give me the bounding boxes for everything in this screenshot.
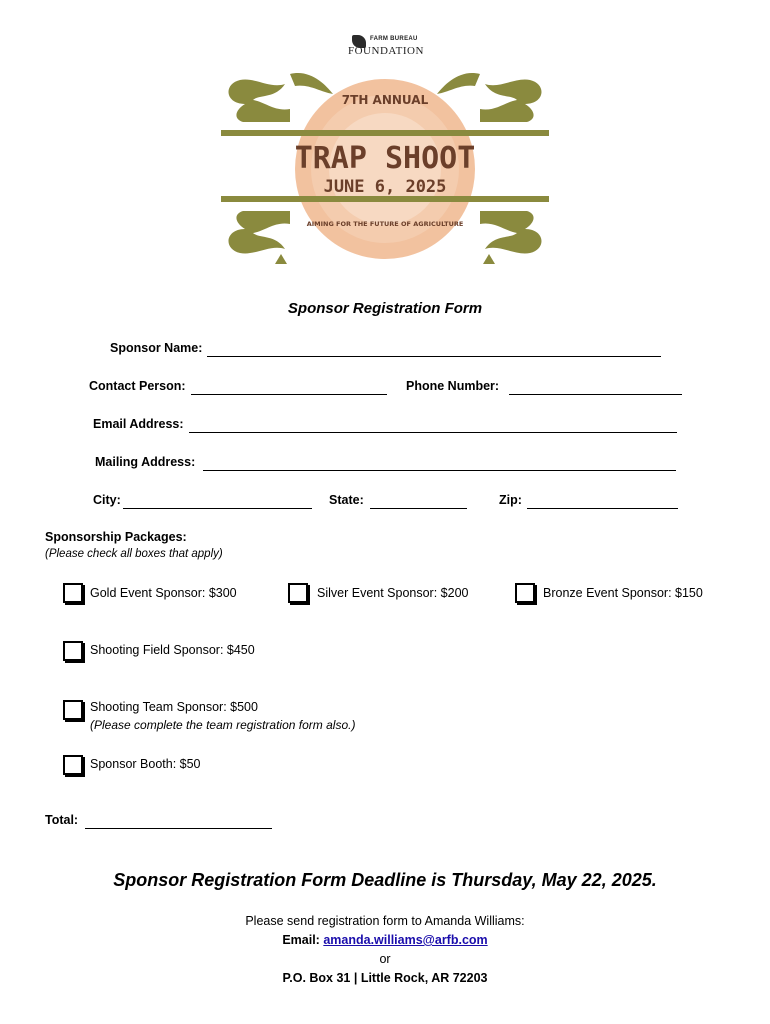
city-field[interactable]: [123, 508, 312, 509]
send-to-text: Please send registration form to Amanda Williams:: [245, 914, 525, 928]
silver-sponsor-checkbox[interactable]: [288, 583, 308, 603]
total-field[interactable]: [85, 828, 272, 829]
mailing-address-label: Mailing Address:: [95, 455, 196, 469]
shooting-field-label: Shooting Field Sponsor: $450: [90, 643, 255, 657]
zip-field[interactable]: [527, 508, 678, 509]
state-field[interactable]: [370, 508, 467, 509]
shooting-team-label: Shooting Team Sponsor: $500: [90, 700, 258, 714]
email-address-field[interactable]: [189, 432, 677, 433]
banner-tagline: AIMING FOR THE FUTURE OF AGRICULTURE: [306, 220, 464, 228]
packages-title: Sponsorship Packages:: [45, 530, 187, 544]
bronze-sponsor-checkbox[interactable]: [515, 583, 535, 603]
email-address-label: Email Address:: [93, 417, 184, 431]
po-box-address: P.O. Box 31 | Little Rock, AR 72203: [282, 971, 488, 985]
phone-number-field[interactable]: [509, 394, 682, 395]
sponsor-booth-label: Sponsor Booth: $50: [90, 757, 201, 771]
sponsor-booth-checkbox[interactable]: [63, 755, 83, 775]
email-line: [0, 933, 770, 947]
sponsor-name-field[interactable]: [207, 356, 661, 357]
bronze-sponsor-label: Bronze Event Sponsor: $150: [543, 586, 703, 600]
phone-number-label: Phone Number:: [406, 379, 500, 393]
banner-top-text: 7TH ANNUAL: [341, 93, 429, 107]
packages-note: (Please check all boxes that apply): [45, 548, 223, 560]
sponsor-name-label: Sponsor Name:: [110, 341, 203, 355]
trap-shoot-emblem: [215, 64, 555, 274]
contact-person-field[interactable]: [191, 394, 387, 395]
form-title: Sponsor Registration Form: [287, 300, 483, 317]
email-label: Email:: [282, 933, 320, 947]
deadline-notice: Sponsor Registration Form Deadline is Thursday, May 22, 2025.: [113, 870, 657, 890]
banner-title: TRAP SHOOT: [294, 141, 476, 176]
email-link[interactable]: amanda.williams@arfb.com: [323, 933, 488, 947]
gold-sponsor-checkbox[interactable]: [63, 583, 83, 603]
foundation-logo: [348, 34, 428, 58]
logo-org-line2: FOUNDATION: [348, 45, 424, 57]
mailing-address-field[interactable]: [203, 470, 676, 471]
total-label: Total:: [45, 813, 79, 827]
logo-org-line1: FARM BUREAU: [370, 36, 418, 42]
city-label: City:: [93, 493, 121, 507]
banner-date: JUNE 6, 2025: [323, 177, 447, 197]
silver-sponsor-label: Silver Event Sponsor: $200: [317, 586, 469, 600]
banner-bar-top: [221, 130, 549, 136]
shooting-field-checkbox[interactable]: [63, 641, 83, 661]
contact-person-label: Contact Person:: [89, 379, 186, 393]
or-text: or: [379, 952, 391, 966]
state-label: State:: [329, 493, 364, 507]
gold-sponsor-label: Gold Event Sponsor: $300: [90, 586, 237, 600]
shooting-team-checkbox[interactable]: [63, 700, 83, 720]
zip-label: Zip:: [499, 493, 522, 507]
shooting-team-note: (Please complete the team registration form also.): [90, 718, 356, 732]
